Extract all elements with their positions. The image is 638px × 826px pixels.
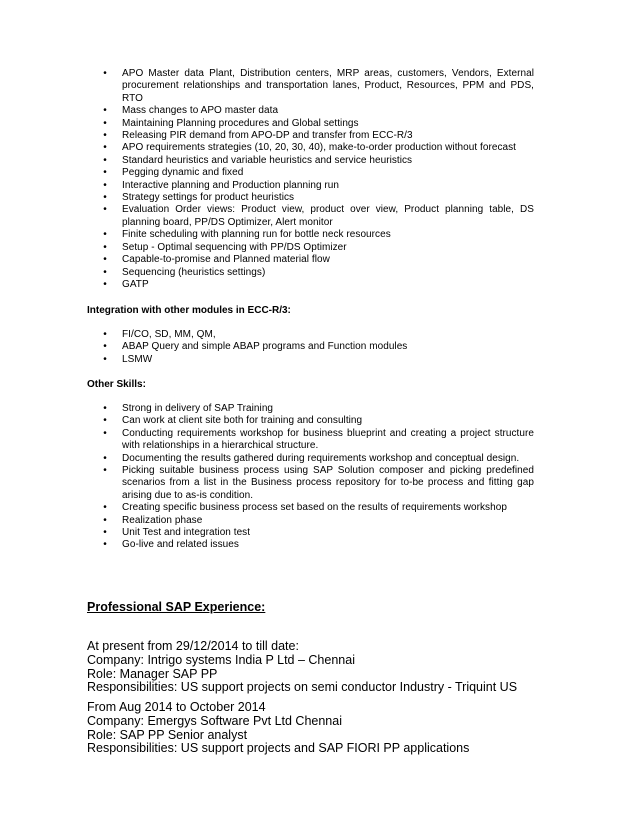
list-item-text: Realization phase xyxy=(122,514,203,526)
job1-role: Role: Manager SAP PP xyxy=(87,666,218,681)
bullet-dot-icon: • xyxy=(103,465,107,477)
list-item-text: Picking suitable business process using SAP Solution composer and picking predefined scenarios from a list in the Business process repository for to-be process and fitting gap arising due to as-is condition. xyxy=(122,465,534,501)
list-item xyxy=(103,353,534,366)
bullet-dot-icon: • xyxy=(103,403,107,414)
list-item xyxy=(103,154,534,167)
other-skills-heading: Other Skills: xyxy=(87,379,146,390)
list-item-text: Mass changes to APO master data xyxy=(122,105,279,117)
list-item xyxy=(103,278,534,291)
bullet-dot-icon: • xyxy=(103,241,107,253)
bullet-dot-icon: • xyxy=(103,329,107,340)
list-item-text: Go-live and related issues xyxy=(122,539,239,551)
bullet-dot-icon: • xyxy=(103,502,107,514)
experience-section-title: Professional SAP Experience: xyxy=(87,600,266,614)
bullet-dot-icon: • xyxy=(103,179,107,191)
list-item xyxy=(103,167,534,179)
job2-company: Company: Emergys Software Pvt Ltd Chennai xyxy=(87,713,342,728)
integration-heading: Integration with other modules in ECC-R/3: xyxy=(87,305,291,316)
list-item-text: APO Master data Plant, Distribution centers, MRP areas, customers, Vendors, External procurement relationships and transportation lanes, Product, Resources, PPM and PDS, RTO xyxy=(122,68,534,104)
list-item xyxy=(103,117,534,130)
list-item xyxy=(103,465,534,502)
list-item-text: GATP xyxy=(122,278,149,290)
list-item xyxy=(103,341,534,353)
list-item-text: Maintaining Planning procedures and Global settings xyxy=(122,117,359,129)
list-item xyxy=(103,527,534,539)
list-item xyxy=(103,403,534,415)
job1-company: Company: Intrigo systems India P Ltd – Chennai xyxy=(87,652,355,667)
bullet-dot-icon: • xyxy=(103,254,107,266)
list-item-text: Strategy settings for product heuristics xyxy=(122,192,295,204)
list-item-text: Pegging dynamic and fixed xyxy=(122,167,244,179)
bullet-dot-icon: • xyxy=(103,192,107,204)
list-item xyxy=(103,105,534,117)
bullet-dot-icon: • xyxy=(103,415,107,427)
list-item xyxy=(103,266,534,279)
list-item xyxy=(103,539,534,551)
bullet-dot-icon: • xyxy=(103,117,107,129)
list-item-text: Releasing PIR demand from APO-DP and transfer from ECC-R/3 xyxy=(122,130,413,142)
list-item-text: Capable-to-promise and Planned material flow xyxy=(122,254,330,266)
bullet-dot-icon: • xyxy=(103,204,107,216)
bullet-dot-icon: • xyxy=(103,527,107,539)
list-item-text: LSMW xyxy=(122,353,153,365)
list-item-text: FI/CO, SD, MM, QM, xyxy=(122,329,216,340)
bullet-dot-icon: • xyxy=(103,142,107,154)
apo-skills-list xyxy=(103,68,534,291)
list-item xyxy=(103,427,534,453)
list-item-text: APO requirements strategies (10, 20, 30, 40), make-to-order production without forecast xyxy=(122,142,516,154)
list-item-text: ABAP Query and simple ABAP programs and Function modules xyxy=(122,341,408,353)
bullet-dot-icon: • xyxy=(103,278,107,290)
bullet-dot-icon: • xyxy=(103,266,107,278)
list-item-text: Conducting requirements workshop for business blueprint and creating a project structure with relationships in a hierarchical structure. xyxy=(122,427,534,452)
job2-period: From Aug 2014 to October 2014 xyxy=(87,700,266,714)
list-item-text: Can work at client site both for training and consulting xyxy=(122,415,363,427)
list-item xyxy=(103,179,534,192)
list-item xyxy=(103,514,534,527)
list-item-text: Documenting the results gathered during requirements workshop and conceptual design. xyxy=(122,452,520,464)
integration-modules-list xyxy=(103,329,534,366)
bullet-dot-icon: • xyxy=(103,154,107,166)
job2-responsibilities: Responsibilities: US support projects and SAP FIORI PP applications xyxy=(87,741,470,756)
bullet-dot-icon: • xyxy=(103,130,107,142)
list-item xyxy=(103,241,534,254)
bullet-dot-icon: • xyxy=(103,427,107,439)
list-item xyxy=(103,329,534,341)
list-item xyxy=(103,254,534,266)
bullet-dot-icon: • xyxy=(103,68,107,79)
list-item-text: Finite scheduling with planning run for bottle neck resources xyxy=(122,229,391,241)
list-item-text: Evaluation Order views: Product view, product over view, Product planning table, DS planning board, PP/DS Optimizer, Alert monitor xyxy=(122,204,534,228)
bullet-dot-icon: • xyxy=(103,341,107,353)
bullet-dot-icon: • xyxy=(103,452,107,464)
list-item xyxy=(103,229,534,241)
list-item-text: Strong in delivery of SAP Training xyxy=(122,403,274,414)
list-item-text: Setup - Optimal sequencing with PP/DS Optimizer xyxy=(122,241,347,253)
bullet-dot-icon: • xyxy=(103,514,107,526)
list-item xyxy=(103,130,534,142)
list-item xyxy=(103,415,534,427)
list-item-text: Standard heuristics and variable heuristics and service heuristics xyxy=(122,154,413,166)
list-item xyxy=(103,204,534,229)
job2-role: Role: SAP PP Senior analyst xyxy=(87,727,248,742)
list-item xyxy=(103,68,534,105)
bullet-dot-icon: • xyxy=(103,105,107,117)
list-item-text: Unit Test and integration test xyxy=(122,527,251,539)
list-item xyxy=(103,502,534,514)
job1-responsibilities: Responsibilities: US support projects on semi conductor Industry - Triquint US xyxy=(87,680,518,695)
list-item-text: Sequencing (heuristics settings) xyxy=(122,266,266,278)
other-skills-list xyxy=(103,403,534,552)
list-item-text: Creating specific business process set based on the results of requirements workshop xyxy=(122,502,507,514)
list-item xyxy=(103,142,534,154)
list-item xyxy=(103,452,534,465)
job1-period: At present from 29/12/2014 to till date: xyxy=(87,639,299,653)
bullet-dot-icon: • xyxy=(103,353,107,365)
list-item xyxy=(103,192,534,204)
list-item-text: Interactive planning and Production planning run xyxy=(122,179,339,191)
bullet-dot-icon: • xyxy=(103,167,107,179)
bullet-dot-icon: • xyxy=(103,229,107,241)
bullet-dot-icon: • xyxy=(103,539,107,551)
